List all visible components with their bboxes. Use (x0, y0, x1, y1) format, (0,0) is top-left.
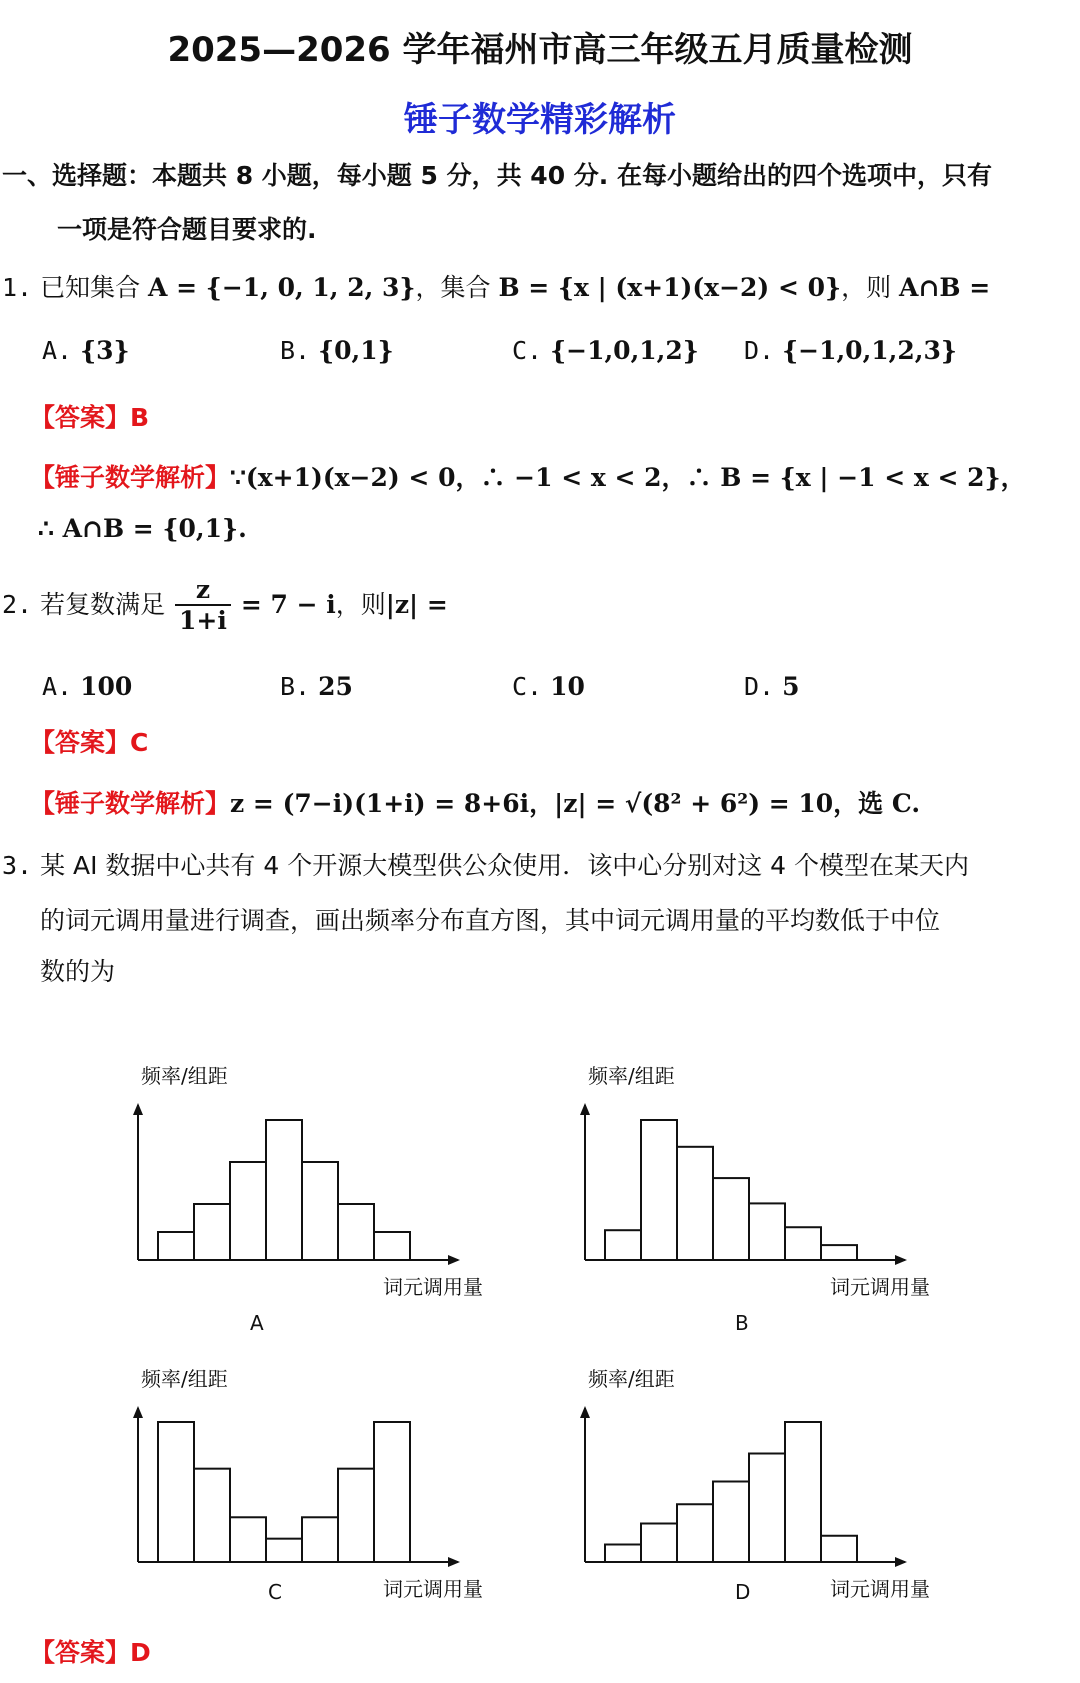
histogram-bar (374, 1232, 410, 1260)
math-expr: = 7 − i (240, 590, 336, 619)
question-text: ，则 (841, 273, 892, 302)
figure-letter: B (735, 1311, 749, 1335)
histogram-bar (302, 1162, 338, 1260)
question-text: 已知集合 (40, 273, 141, 302)
question-number: 3. (2, 851, 33, 880)
histogram-bar (677, 1147, 713, 1260)
question-3-line3: 数的为 (40, 957, 116, 986)
analysis-text: z = (7−i)(1+i) = 8+6i，|z| = √(8² + 6²) = 10，选 C. (230, 789, 921, 818)
x-axis-label: 词元调用量 (383, 1275, 483, 1299)
question-3-line2: 的词元调用量进行调查，画出频率分布直方图，其中词元调用量的平均数低于中位 (40, 906, 941, 935)
y-axis-label: 频率/组距 (141, 1064, 228, 1088)
page-title: 2025—2026 学年福州市高三年级五月质量检测 (167, 30, 913, 70)
histogram-bar (338, 1204, 374, 1260)
option-value: 10 (550, 672, 585, 701)
histogram-bar (194, 1469, 230, 1562)
histogram-bar (821, 1245, 857, 1260)
option-label: A. (42, 672, 73, 701)
math-expr: B = {x | (x+1)(x−2) < 0} (498, 273, 842, 302)
answer-badge: 【答案】C (30, 728, 149, 757)
y-axis-label: 频率/组距 (141, 1367, 228, 1391)
section-heading-line1: 一、选择题：本题共 8 小题，每小题 5 分，共 40 分. 在每小题给出的四个选项中，只有 (2, 161, 993, 190)
option-value: {−1,0,1,2} (550, 336, 699, 365)
option-label: B. (280, 336, 311, 365)
x-axis-label: 词元调用量 (830, 1275, 930, 1299)
question-text: ，则 (335, 590, 386, 619)
analysis-tag: 【锤子数学解析】 (30, 789, 231, 818)
histogram-bar (230, 1517, 266, 1562)
option-label: C. (512, 336, 543, 365)
option-value: 100 (80, 672, 133, 701)
figure-letter: A (250, 1311, 264, 1335)
histogram-bar (338, 1469, 374, 1562)
histogram-bar (749, 1454, 785, 1563)
histogram-bar (713, 1178, 749, 1260)
analysis-tag: 【锤子数学解析】 (30, 463, 231, 492)
math-expr: A = {−1, 0, 1, 2, 3} (148, 273, 416, 302)
histogram-bar (821, 1536, 857, 1562)
histogram-bar (641, 1120, 677, 1260)
option-label: B. (280, 672, 311, 701)
histogram-bar (785, 1422, 821, 1562)
answer-badge: 【答案】B (30, 403, 150, 432)
option-value: 5 (782, 672, 800, 701)
option-value: {3} (80, 336, 130, 365)
histogram-bar (266, 1539, 302, 1562)
question-text: 若复数满足 (40, 590, 166, 619)
option-label: D. (744, 336, 775, 365)
question-text: 某 AI 数据中心共有 4 个开源大模型供公众使用．该中心分别对这 4 个模型在某天内 (40, 851, 970, 880)
histogram-bar (677, 1504, 713, 1562)
question-number: 2. (2, 590, 33, 619)
histogram-bar (266, 1120, 302, 1260)
histogram-bar (785, 1227, 821, 1260)
section-heading-line2: 一项是符合题目要求的. (57, 215, 317, 244)
histogram-bar (374, 1422, 410, 1562)
option-value: {0,1} (318, 336, 394, 365)
y-axis-label: 频率/组距 (588, 1367, 675, 1391)
histogram-bar (713, 1482, 749, 1563)
histogram-bar (158, 1422, 194, 1562)
histogram-bar (749, 1203, 785, 1260)
option-label: C. (512, 672, 543, 701)
x-axis-label: 词元调用量 (383, 1577, 483, 1601)
answer-badge: 【答案】D (30, 1638, 151, 1667)
histogram-bar (158, 1232, 194, 1260)
histogram-bar (641, 1524, 677, 1563)
analysis-text: ∵(x+1)(x−2) < 0，∴ −1 < x < 2，∴ B = {x | −1 < x < 2}， (230, 463, 1026, 492)
y-axis-label: 频率/组距 (588, 1064, 675, 1088)
option-value: {−1,0,1,2,3} (782, 336, 957, 365)
fraction-denominator: 1+i (179, 606, 227, 635)
option-label: A. (42, 336, 73, 365)
option-value: 25 (318, 672, 353, 701)
fraction-numerator: z (175, 576, 231, 606)
histogram-bar (194, 1204, 230, 1260)
histogram-bar (302, 1517, 338, 1562)
histogram-bar (605, 1545, 641, 1563)
question-text: ，集合 (415, 273, 491, 302)
histogram-bar (605, 1230, 641, 1260)
math-expr: |z| = (385, 590, 448, 619)
histogram-bar (230, 1162, 266, 1260)
figure-letter: C (268, 1580, 282, 1604)
analysis-line-2: ∴ A∩B = {0,1}. (38, 514, 247, 543)
question-number: 1. (2, 273, 33, 302)
option-label: D. (744, 672, 775, 701)
figure-letter: D (735, 1580, 751, 1604)
x-axis-label: 词元调用量 (830, 1577, 930, 1601)
page-subtitle: 锤子数学精彩解析 (404, 100, 676, 140)
math-expr: A∩B = (899, 273, 991, 302)
